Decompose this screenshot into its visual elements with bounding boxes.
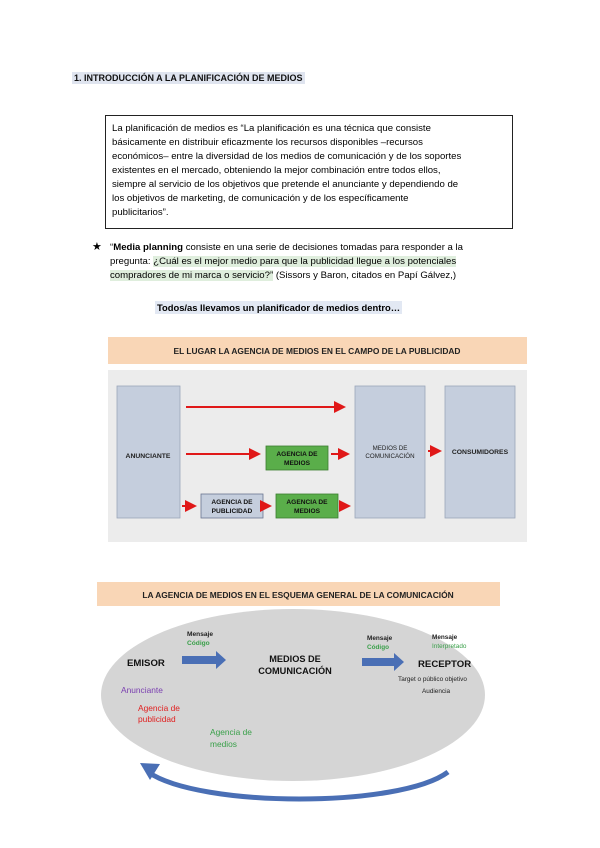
quote-line: siempre al servicio de los objetivos que pretende el anunciante y dependiendo de [112,179,459,190]
communication-ellipse [101,609,485,781]
anunciante-label-purple: Anunciante [121,685,163,695]
agencia-publicidad-red-line2: publicidad [138,714,176,724]
quote-line: económicos– entre la diversidad de los medios de comunicación y de los soportes [112,151,462,162]
medios-comunicacion-label-line1: MEDIOS DE [372,445,408,452]
codigo-left: Código [187,640,210,647]
star-bullet-icon: ★ [92,241,102,253]
consumidores-label: CONSUMIDORES [451,449,509,456]
bullet-line2-lead: pregunta: [110,256,154,267]
emisor-label: EMISOR [127,658,165,669]
interpretado-label: Interpretado [432,643,467,650]
agencia-publicidad-line1: AGENCIA DE [211,499,253,506]
anunciante-box [117,386,180,518]
agencia-medios-top-line2: MEDIOS [283,460,311,467]
medios-line1: MEDIOS DE [269,654,321,664]
communication-scheme-diagram [97,582,500,799]
mensaje-interpretado-label: Mensaje [432,634,458,641]
open-quote: “ [110,242,114,253]
agencia-publicidad-red-line1: Agencia de [138,703,180,713]
medios-line2: COMUNICACIÓN [258,666,332,676]
medios-comunicacion-box [355,386,425,518]
agency-place-diagram [108,337,527,542]
target-label: Target o público objetivo [398,676,467,683]
agencia-medios-green-line1: Agencia de [210,727,252,737]
receptor-label: RECEPTOR [418,659,472,670]
section-heading: 1. INTRODUCCIÓN A LA PLANIFICACIÓN DE MEDIOS [74,73,303,83]
anunciante-label: ANUNCIANTE [125,453,171,460]
diagram2-title: LA AGENCIA DE MEDIOS EN EL ESQUEMA GENERAL DE LA COMUNICACIÓN [142,590,454,600]
citation: (Sissors y Baron, citados en Papí Gálvez,) [273,270,457,281]
bullet-line1-rest: consiste en una serie de decisiones tomadas para responder a la [183,242,464,253]
planner-subheading: Todos/as llevamos un planificador de medios dentro… [157,302,401,313]
agencia-medios-bottom-line1: AGENCIA DE [286,499,328,506]
quote-line: los objetivos de marketing, de comunicación y de los específicamente [112,193,409,204]
agencia-medios-top-line1: AGENCIA DE [276,451,318,458]
mensaje-left: Mensaje [187,631,214,638]
quote-line: básicamente en distribuir eficazmente los recursos disponibles –recursos [112,137,423,148]
highlighted-question-part1: ¿Cuál es el mejor medio para que la publicidad llegue a los potenciales [153,256,457,267]
quote-line: publicitarios”. [112,207,169,218]
mensaje-right: Mensaje [367,635,393,642]
media-planning-term: Media planning [113,242,184,253]
audiencia-label: Audiencia [422,688,451,695]
highlighted-question-part2: compradores de mi marca o servicio?” [110,270,274,281]
codigo-right: Código [367,644,390,651]
quote-line: existentes en el mercado, obteniendo la mejor combinación entre todos ellos, [112,165,441,176]
agencia-medios-bottom-line2: MEDIOS [293,508,321,515]
agencia-publicidad-line2: PUBLICIDAD [211,508,253,515]
diagram1-title: EL LUGAR LA AGENCIA DE MEDIOS EN EL CAMPO DE LA PUBLICIDAD [173,346,461,356]
medios-comunicacion-label-line2: COMUNICACIÓN [365,453,415,460]
quote-line: La planificación de medios es “La planificación es una técnica que consiste [112,123,431,134]
agencia-medios-green-line2: medios [210,739,237,749]
